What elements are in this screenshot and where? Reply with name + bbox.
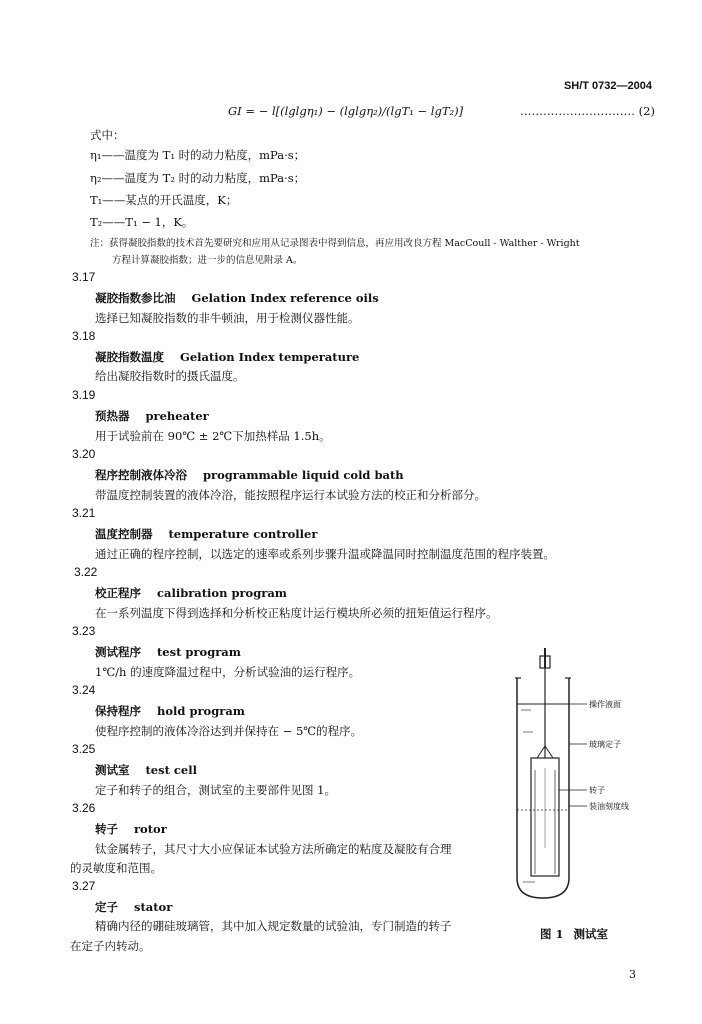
term-title: 预热器 preheater	[95, 409, 209, 423]
section-body: 带温度控制装置的液体冷浴，能按照程序运行本试验方法的校正和分析部分。	[95, 488, 486, 502]
term-title: 温度控制器 temperature controller	[95, 527, 318, 541]
section-number: 3.23	[72, 624, 96, 638]
section-body: 选择已知凝胶指数的非牛顿油，用于检测仪器性能。	[95, 311, 360, 325]
term-title: 测试程序 test program	[95, 645, 241, 659]
section-number: 3.22	[74, 565, 98, 579]
formula: GI = − l[(lglgη₁) − (lglgη₂)/(lgT₁ − lgT₂)]	[228, 104, 464, 118]
section-number: 3.20	[72, 447, 96, 461]
section-body: 给出凝胶指数时的摄氏温度。	[95, 369, 245, 383]
section-body: 使程序控制的液体冷浴达到并保持在 − 5℃的程序。	[95, 724, 363, 738]
note-line: 方程计算凝胶指数；进一步的信息见附录 A。	[112, 255, 303, 266]
section-body: 在一系列温度下得到选择和分析校正粘度计运行模块所必须的扭矩值运行程序。	[95, 606, 498, 620]
section-body: 在定子内转动。	[70, 939, 151, 953]
section-number: 3.24	[72, 683, 96, 697]
term-title: 测试室 test cell	[95, 763, 197, 777]
def-line: η₁——温度为 T₁ 时的动力粘度，mPa·s；	[90, 148, 306, 162]
term-title: 转子 rotor	[95, 822, 167, 836]
figure-label: 转子	[589, 786, 605, 795]
page-number: 3	[629, 968, 636, 981]
def-line: η₂——温度为 T₂ 时的动力粘度，mPa·s；	[90, 171, 306, 185]
section-body: 钛金属转子，其尺寸大小应保证本试验方法所确定的粘度及凝胶有合理	[95, 842, 452, 856]
section-body: 用于试验前在 90℃ ± 2℃下加热样品 1.5h。	[95, 429, 331, 443]
section-number: 3.18	[72, 329, 96, 343]
section-body: 的灵敏度和范围。	[70, 861, 162, 875]
def-line: T₁——某点的开氏温度，K；	[90, 193, 238, 207]
section-number: 3.17	[72, 270, 96, 284]
figure-label: 装油刻度线	[589, 802, 629, 811]
term-title: 程序控制液体冷浴 programmable liquid cold bath	[95, 468, 404, 482]
section-body: 通过正确的程序控制，以选定的速率或系列步骤升温或降温同时控制温度范围的程序装置。	[95, 547, 555, 561]
test-cell-figure	[505, 648, 655, 948]
section-number: 3.26	[72, 801, 96, 815]
standard-number: SH/T 0732—2004	[563, 80, 652, 92]
figure-label: 玻璃定子	[589, 740, 621, 749]
defs-intro: 式中：	[90, 128, 125, 142]
equation-number: ………………………… (2)	[520, 104, 655, 118]
def-line: T₂——T₁ − 1，K。	[90, 215, 194, 229]
section-number: 3.21	[72, 506, 96, 520]
note-line: 注：获得凝胶指数的技术首先要研究和应用从记录图表中得到信息，再应用改良方程 MacCoull - Walther - Wright	[90, 238, 580, 249]
term-title: 定子 stator	[95, 900, 173, 914]
figure-label: 操作液面	[589, 700, 621, 709]
term-title: 凝胶指数参比油 Gelation Index reference oils	[95, 291, 379, 305]
section-body: 定子和转子的组合，测试室的主要部件见图 1。	[95, 783, 336, 797]
section-number: 3.25	[72, 742, 96, 756]
figure-caption: 图 1 测试室	[540, 927, 609, 941]
section-body: 精确内径的硼硅玻璃管，其中加入规定数量的试验油，专门制造的转子	[95, 919, 452, 933]
term-title: 保持程序 hold program	[95, 704, 245, 718]
section-number: 3.27	[72, 879, 96, 893]
term-title: 校正程序 calibration program	[95, 586, 287, 600]
section-body: 1℃/h 的速度降温过程中，分析试验油的运行程序。	[95, 665, 361, 679]
term-title: 凝胶指数温度 Gelation Index temperature	[95, 350, 360, 364]
section-number: 3.19	[72, 388, 96, 402]
